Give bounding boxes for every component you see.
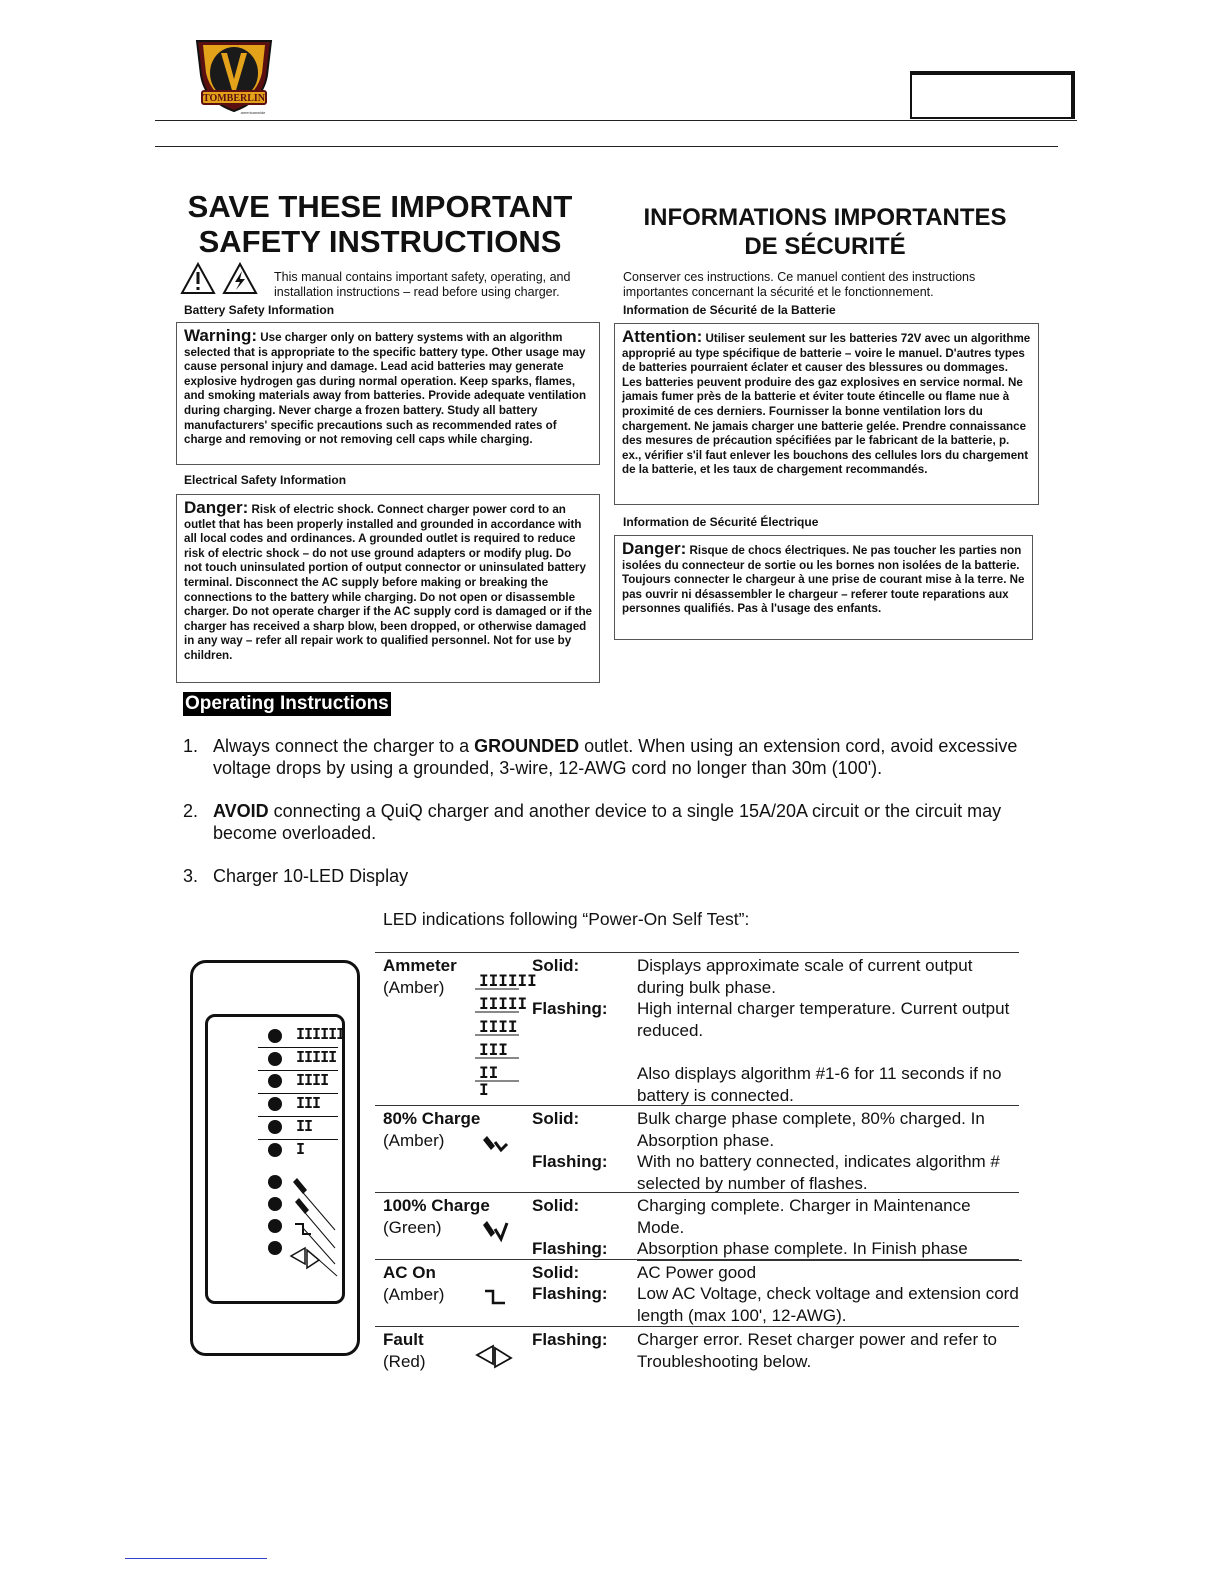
led-description: Also displays algorithm #1-6 for 11 seconds if no battery is connected. <box>637 1064 1002 1105</box>
table-row-100-charge <box>375 1192 1019 1259</box>
led-name-cell: Fault (Red) <box>383 1330 426 1371</box>
danger-text: Risk of electric shock. Connect charger power cord to an outlet that has been properly installed and grounded in accordance with all local codes and ordinances. A grounded outlet is required to reduce risk of electric shock – do not use ground adapters or modify plug. Do not touch uninsulated portion of output connector or uninsulated battery terminal. Disconnect the AC supply before making or breaking the connections to the battery while charging. Do not open or disassemble charger. Do not operate charger if the AC supply cord is damaged or if the charger has received a sharp blow, been dropped, or otherwise damaged in any way – refer all repair work to qualified personnel. Not for use by children. <box>184 503 593 662</box>
led-name-cell: 80% Charge (Amber) <box>383 1109 481 1150</box>
svg-text:IIIIII: IIIIII <box>479 971 537 990</box>
svg-text:IIII: IIII <box>479 1017 518 1036</box>
led-dot <box>268 1074 282 1088</box>
instruction-item-3: 3. Charger 10-LED Display <box>183 866 409 886</box>
ammeter-bars-6: IIIIII <box>296 1025 345 1043</box>
led-state: Flashing: <box>532 999 608 1018</box>
electrical-safety-heading-fr: Information de Sécurité Électrique <box>623 515 819 529</box>
logo-subtext: americanwide <box>240 110 266 115</box>
ac-on-icon <box>295 1224 335 1264</box>
led-state: Flashing: <box>532 1239 608 1258</box>
ammeter-bars-3: III <box>296 1094 321 1112</box>
ac-on-table-icon <box>483 1288 509 1306</box>
electrical-safety-heading-en: Electrical Safety Information <box>184 473 347 487</box>
led-description: Absorption phase complete. In Finish phase <box>637 1238 1022 1261</box>
led-state: Flashing: <box>532 1330 608 1349</box>
instruction-item-2: 2. AVOID connecting a QuiQ charger and another device to a single 15A/20A circuit or the circuit may become overloaded. <box>183 801 1002 843</box>
led-state: Flashing: <box>532 1152 608 1171</box>
attention-lead: Attention: <box>622 327 703 346</box>
led-dot-80-charge <box>268 1175 282 1189</box>
led-state: Solid: <box>532 956 580 975</box>
led-description: AC Power good <box>637 1263 757 1282</box>
led-description: Displays approximate scale of current output during bulk phase. <box>637 956 973 997</box>
led-dot-100-charge <box>268 1197 282 1211</box>
ammeter-bars-1: I <box>296 1140 305 1158</box>
led-description: With no battery connected, indicates algorithm # selected by number of flashes. <box>637 1152 1000 1193</box>
led-description: Charger error. Reset charger power and refer to Troubleshooting below. <box>637 1330 998 1371</box>
ammeter-bars-5: IIIII <box>296 1048 337 1066</box>
charge-100-table-icon <box>481 1219 511 1241</box>
header-rule-second <box>155 146 1058 147</box>
instruction-item-1: 1. Always connect the charger to a GROUNDED outlet. When using an extension cord, avoid excessive voltage drops by using a grounded, 3-wire, 12-AWG cord no longer than 30m (100'). <box>183 736 1018 778</box>
led-description: High internal charger temperature. Current output reduced. <box>637 999 1010 1040</box>
svg-text:III: III <box>479 1040 508 1059</box>
logo-text: TOMBERLIN <box>202 93 266 104</box>
led-description: Bulk charge phase complete, 80% charged. In Absorption phase. <box>637 1109 985 1150</box>
led-state: Flashing: <box>532 1284 608 1303</box>
svg-text:II: II <box>479 1063 499 1082</box>
safety-title-fr: INFORMATIONS IMPORTANTES DE SÉCURITÉ <box>643 204 1007 260</box>
charge-80-table-icon <box>481 1134 511 1154</box>
warning-text: Use charger only on battery systems with an algorithm selected that is appropriate to the specific battery type. Other usage may cause personal injury and damage. Lead acid batteries may generate explosive hydrogen gas during normal operation. Keep sparks, flames, and smoking materials away from batteries. Provide adequate ventilation during charging. Never charge a frozen battery. Study all battery manufacturers' specific precautions such as recommended rates of charge and removing or not removing cell caps while charging. <box>184 331 587 447</box>
tomberlin-logo <box>193 35 275 115</box>
battery-safety-heading-fr: Information de Sécurité de la Batterie <box>623 303 836 317</box>
ammeter-bars-4: IIII <box>296 1071 329 1089</box>
header-rule <box>155 120 1077 121</box>
led-dot-ac-on <box>268 1219 282 1233</box>
intro-fr: Conserver ces instructions. Ce manuel contient des instructions importantes concernant la sécurité et le fonctionnement. <box>623 270 976 299</box>
led-dot <box>268 1029 282 1043</box>
table-row-80-charge <box>375 1105 1019 1192</box>
led-name-cell: 100% Charge (Green) <box>383 1196 490 1237</box>
danger-box <box>176 494 600 683</box>
led-dot <box>268 1052 282 1066</box>
footnote-separator <box>125 1558 267 1559</box>
led-description: Low AC Voltage, check voltage and extension cord length (max 100', 12-AWG). <box>637 1284 1019 1325</box>
attention-text: Utiliser seulement sur les batteries 72V avec un algorithme approprié au type spécifique de batterie – voire le manuel. D'autres types de batteries pourraient éclater et causer des blessures ou dommages. Les batteries peuvent produire des gaz explosives en service normal. Ne jamais fumer près de la batterie et éviter toute étincelle ou flame nue à proximité de ces derniers. Fournisser la bonne ventilation lors du chargement. Ne jamais charger une batterie gelée. Prendre connaissance des mesures de précaution spécifiées par le fabricant de la batterie, p. ex., vérifier s'il faut enlever les bouchons des cellules lors du chargement de la batterie, et les taux de chargement recommandés. <box>622 332 1031 477</box>
warning-box <box>176 322 600 465</box>
led-dot <box>268 1120 282 1134</box>
fault-icon <box>291 1248 337 1276</box>
led-name-cell: AC On (Amber) <box>383 1263 445 1304</box>
led-state: Solid: <box>532 1109 580 1128</box>
ammeter-scale-icon <box>475 963 537 1099</box>
led-dot <box>268 1097 282 1111</box>
danger-fr-text: Risque de chocs électriques. Ne pas toucher les parties non isolées du connecteur de sortie ou les bornes non isolées de la batterie. Toujours connecter le chargeur à une prise de courant mise à la terre. Ne pas ouvrir ni désassembler le chargeur – referer toute reparations aux personnes qualifiés. Pas à l'usage des enfants. <box>622 544 1025 616</box>
led-name-cell: Ammeter (Amber) <box>383 956 457 997</box>
ammeter-bars-2: II <box>296 1117 313 1135</box>
danger-lead: Danger: <box>184 498 249 517</box>
led-state: Solid: <box>532 1196 580 1215</box>
warning-triangle-icons <box>180 262 265 296</box>
intro-en: This manual contains important safety, operating, and installation instructions – read before using charger. <box>274 270 571 299</box>
attention-box <box>614 323 1039 505</box>
led-caption: LED indications following “Power-On Self Test”: <box>383 909 750 929</box>
caution-icon <box>182 264 214 293</box>
table-row-ac-on <box>375 1259 1019 1326</box>
led-dot <box>268 1143 282 1157</box>
fault-table-icon <box>475 1343 515 1369</box>
svg-text:I: I <box>479 1080 489 1099</box>
led-description: Charging complete. Charger in Maintenance Mode. <box>637 1196 971 1237</box>
electric-shock-icon <box>224 264 256 293</box>
header-page-box <box>910 71 1075 119</box>
danger-box-fr <box>614 535 1033 640</box>
danger-fr-lead: Danger: <box>622 539 687 558</box>
battery-safety-heading-en: Battery Safety Information <box>184 303 335 317</box>
operating-instructions-heading: Operating Instructions <box>185 693 389 714</box>
svg-text:IIIII: IIIII <box>479 994 528 1013</box>
led-dot-fault <box>268 1241 282 1255</box>
status-led-symbols <box>285 1168 345 1280</box>
table-row-fault <box>375 1326 1019 1375</box>
warning-lead: Warning: <box>184 326 258 345</box>
safety-title-en: SAVE THESE IMPORTANT SAFETY INSTRUCTIONS <box>187 189 573 259</box>
led-state: Solid: <box>532 1263 580 1282</box>
table-row-ammeter <box>375 952 1019 1105</box>
